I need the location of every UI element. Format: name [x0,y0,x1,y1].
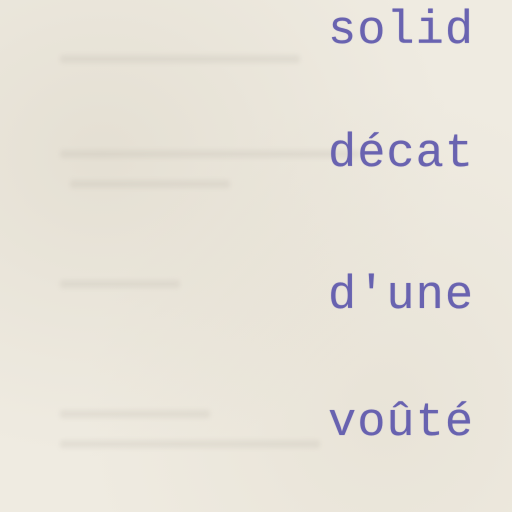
text-line-1: solid [328,5,475,58]
bleed-through-mark [70,180,230,188]
bleed-through-mark [60,440,320,448]
text-line-2: décat [328,128,475,181]
bleed-through-mark [60,150,360,158]
bleed-through-mark [60,410,210,418]
text-line-4: voûté [328,397,475,450]
bleed-through-mark [60,280,180,288]
text-line-3: d'une [328,270,475,323]
bleed-through-mark [60,55,300,63]
